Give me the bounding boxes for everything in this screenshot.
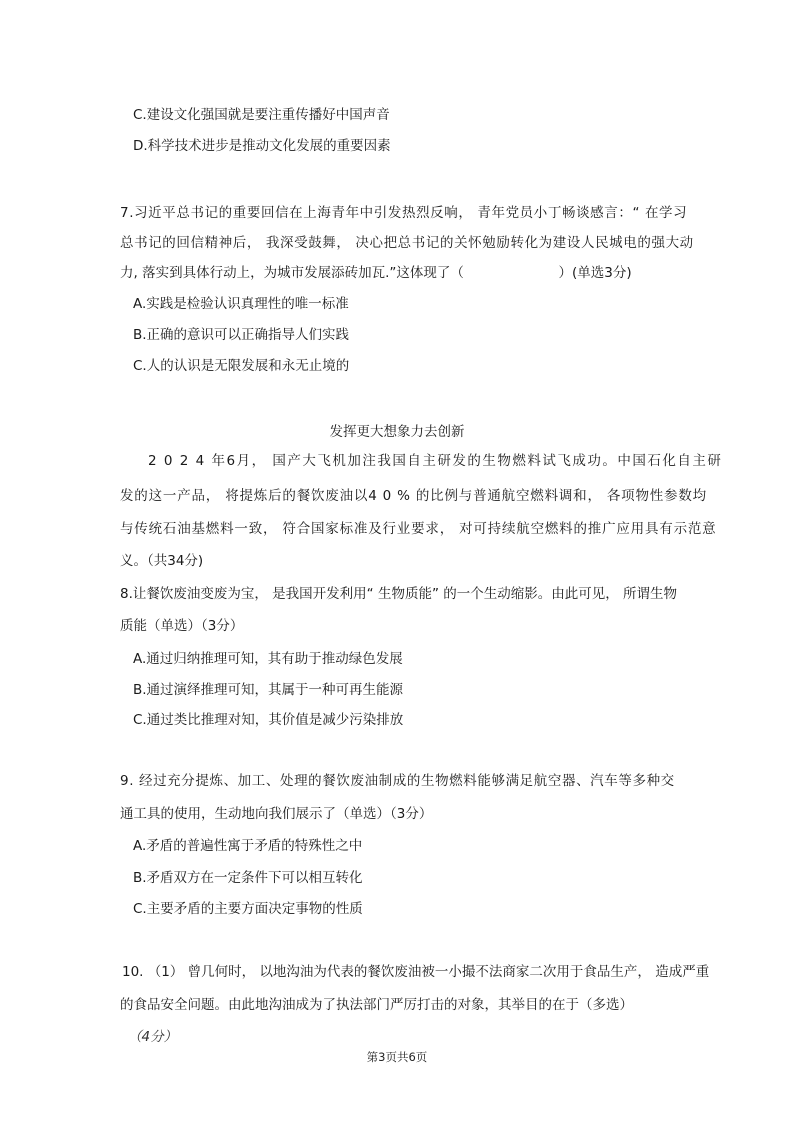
section-paragraph-line-2: 发的这一产品， 将提炼后的餐饮废油以4 0 % 的比例与普通航空燃料调和， 各项物性参数均	[120, 488, 707, 504]
section-paragraph-line-4: 义。（共34分)	[120, 553, 204, 569]
section-title: 发挥更大想象力去创新	[329, 424, 465, 440]
q9-option-a: A.矛盾的普遍性寓于矛盾的特殊性之中	[133, 838, 363, 854]
q9-text-line-1: 9. 经过充分提炼、加工、处理的餐饮废油制成的生物燃料能够满足航空器、汽车等多种交	[120, 773, 675, 789]
q8-text-line-1: 8.让餐饮废油变废为宝， 是我国开发利用“ 生物质能” 的一个生动缩影。由此可见， 所谓生物	[120, 586, 678, 602]
q8-text-line-2: 质能（单选）（3分）	[120, 618, 244, 634]
section-paragraph-line-3: 与传统石油基燃料一致， 符合国家标准及行业要求， 对可持续航空燃料的推广应用具有示范意	[120, 521, 717, 537]
page-number: 第3页共6页	[366, 1050, 428, 1064]
q7-stem-end: 力, 落实到具体行动上，为城市发展添砖加瓦.”这体现了（	[120, 265, 464, 281]
q7-text-line-1: 7.习近平总书记的重要回信在上海青年中引发热烈反响， 青年党员小丁畅谈感言：“ 在学习	[120, 205, 688, 221]
q10-text-line-2: 的食品安全问题。由此地沟油成为了执法部门严厉打击的对象，其举目的在于（多选）	[120, 997, 633, 1013]
q8-option-b: B.通过演绎推理可知，其属于一种可再生能源	[133, 682, 404, 698]
q7-text-line-3	[120, 264, 632, 282]
q9-option-c: C.主要矛盾的主要方面决定事物的性质	[133, 901, 363, 917]
q7-text-line-2: 总书记的回信精神后， 我深受鼓舞， 决心把总书记的关怀勉励转化为建设人民城电的强大动	[120, 235, 694, 251]
q8-option-c: C.通过类比推理对知，其价值是减少污染排放	[133, 712, 404, 728]
q6-option-d: D.科学技术进步是推动文化发展的重要因素	[133, 138, 391, 154]
q8-option-a: A.通过归纳推理可知，其有助于推动绿色发展	[133, 651, 403, 667]
q9-text-line-2: 通工具的使用，生动地向我们展示了（单选）（3分）	[120, 806, 433, 822]
q9-option-b: B.矛盾双方在一定条件下可以相互转化	[133, 870, 363, 886]
q10-score: （4分）	[128, 1029, 178, 1045]
q6-option-c: C.建设文化强国就是要注重传播好中国声音	[133, 107, 390, 123]
q7-option-a: A.实践是检验认识真理性的唯一标准	[133, 296, 349, 312]
q7-answer-type: ）(单选3分)	[558, 265, 632, 281]
q7-option-c: C.人的认识是无限发展和永无止境的	[133, 358, 350, 374]
q7-option-b: B.正确的意识可以正确指导人们实践	[133, 327, 350, 343]
section-paragraph-line-1: 2 0 2 4 年6月， 国产大飞机加注我国自主研发的生物燃料试飞成功。中国石化自主研	[148, 453, 723, 469]
q10-text-line-1: 10. （1） 曾几何时， 以地沟油为代表的餐饮废油被一小撮不法商家二次用于食品生产， 造成严重	[122, 964, 710, 980]
